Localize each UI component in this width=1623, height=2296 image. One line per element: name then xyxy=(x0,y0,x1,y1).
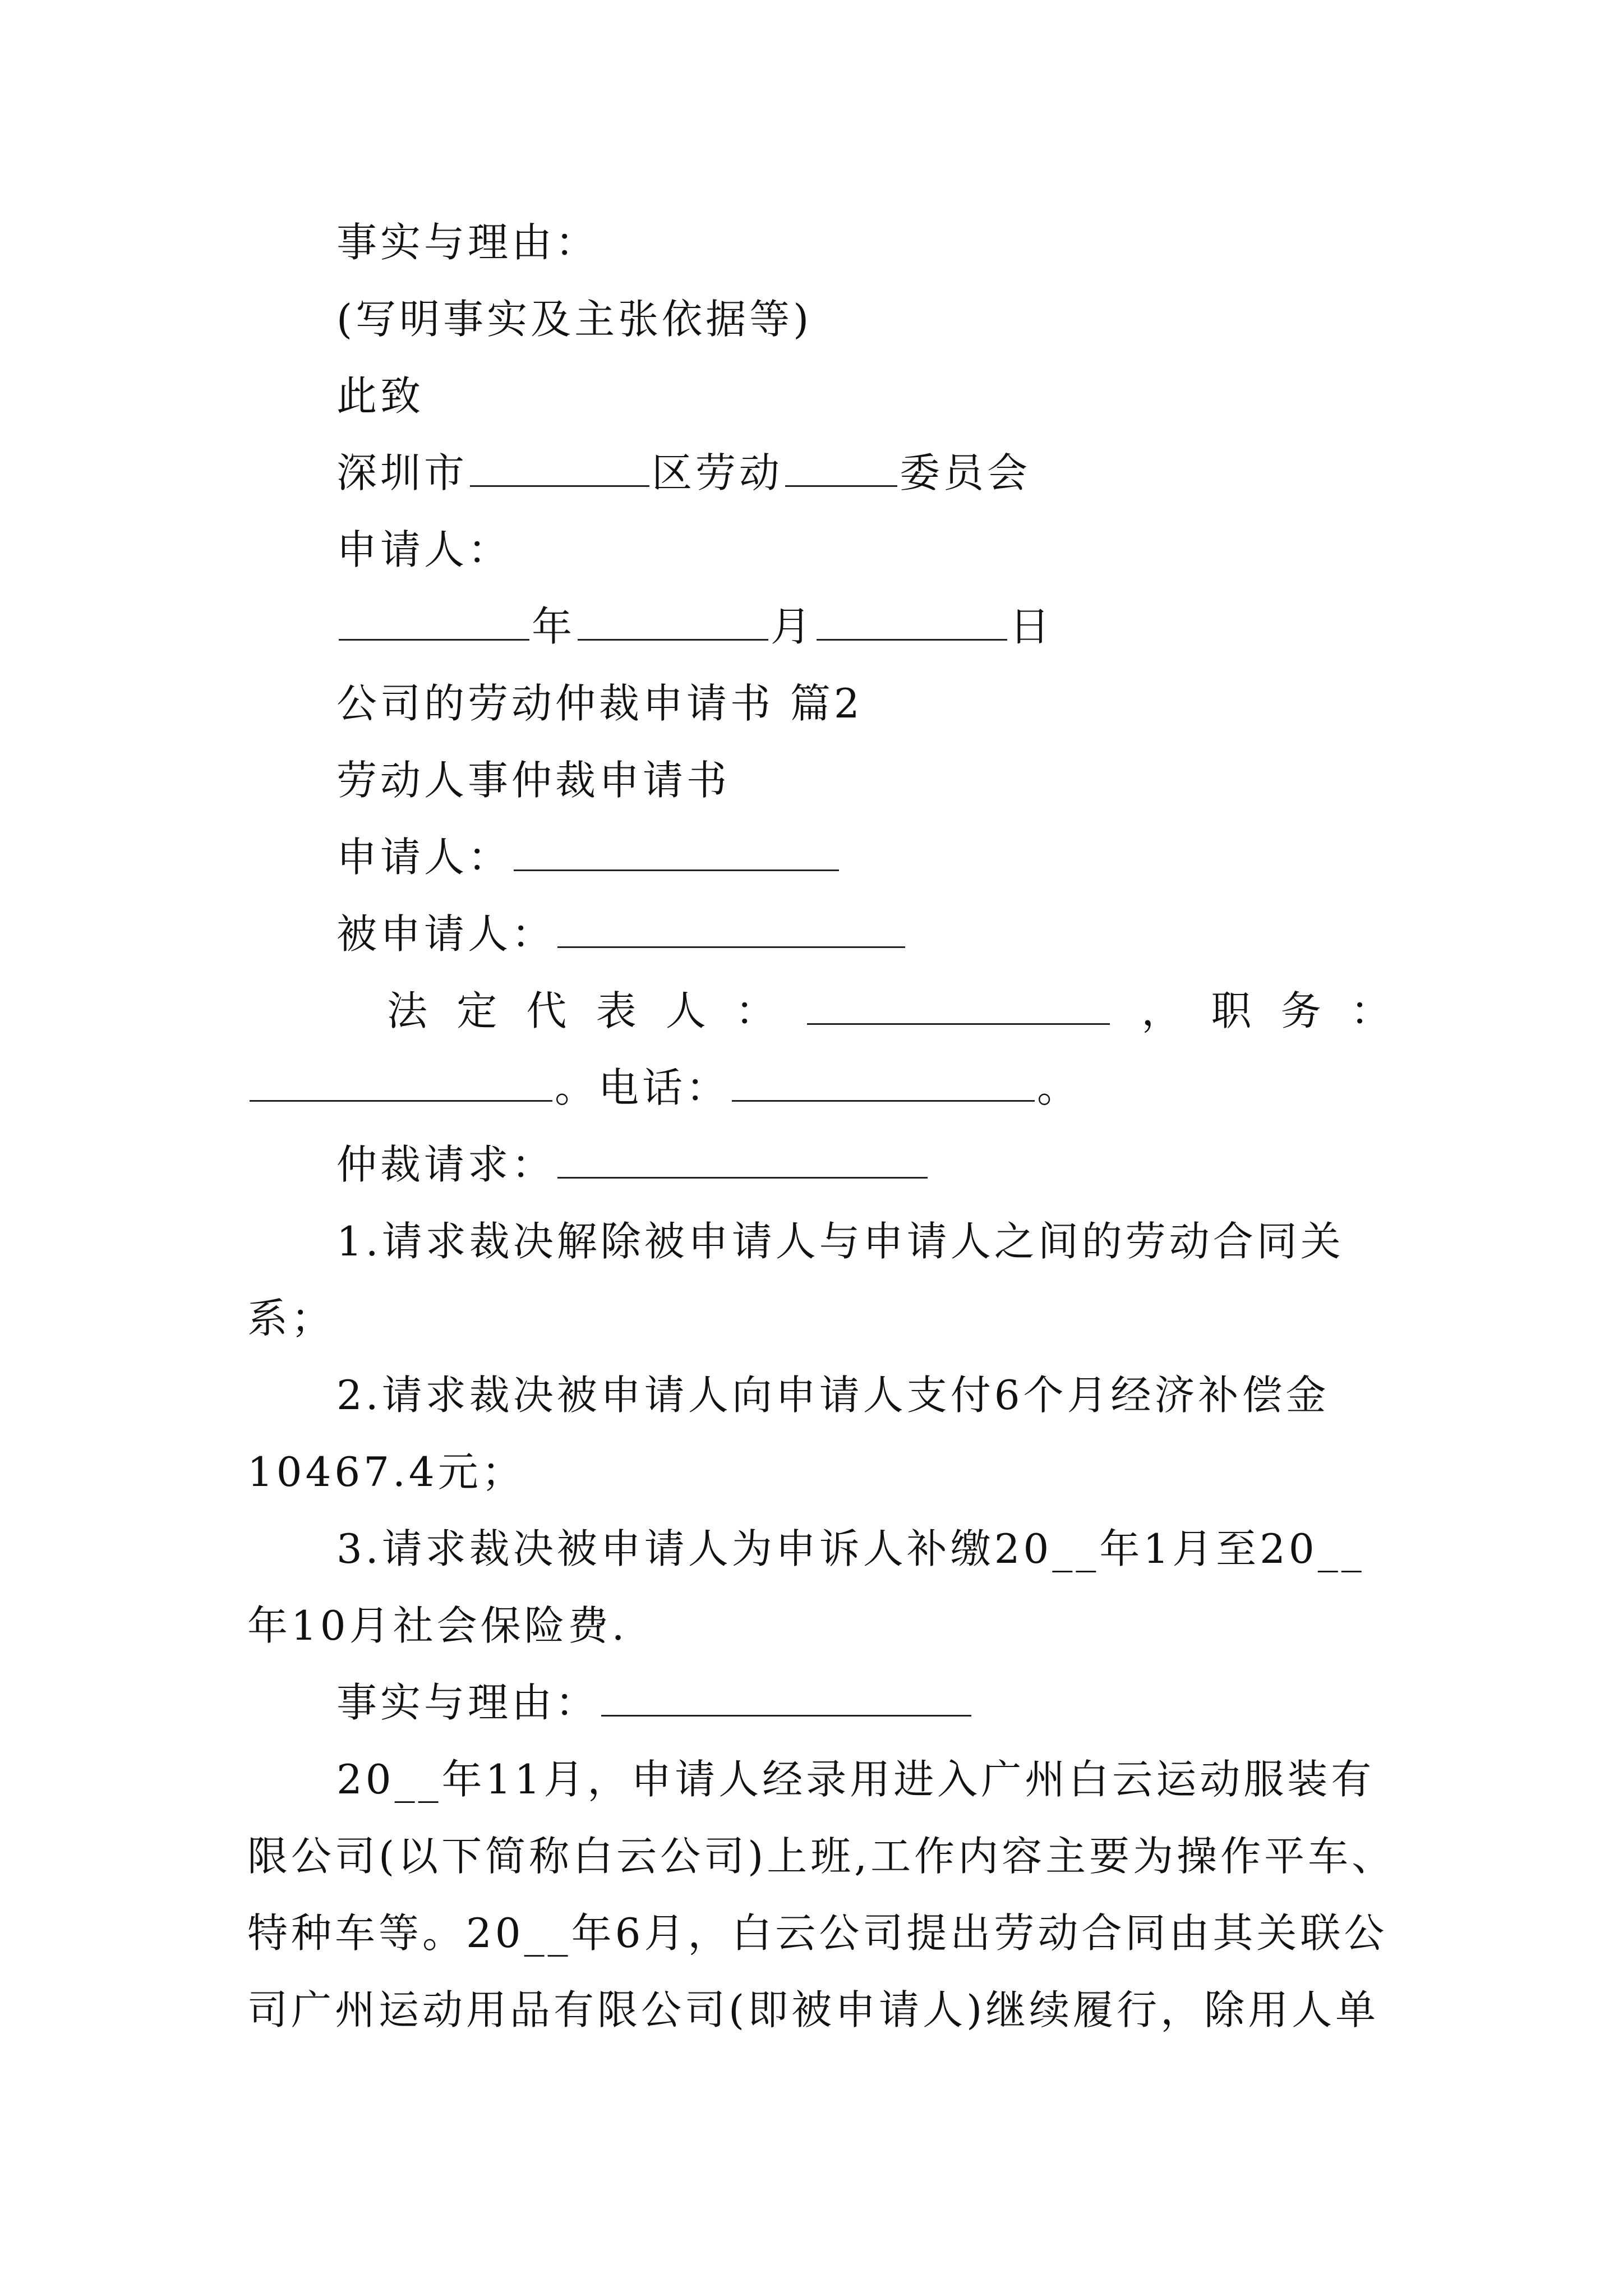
legal-rep-line: 法 定 代 表 人 ： ， 职 务 ： xyxy=(387,987,1391,1034)
facts-paragraph-line-2: 限公司(以下简称白云公司)上班,工作内容主要为操作平车、 xyxy=(247,1833,1396,1880)
salutation: 此致 xyxy=(336,372,425,420)
position-blank xyxy=(250,1066,552,1102)
phone-line: 。电话： 。 xyxy=(247,1054,1391,1121)
section-title: 公司的劳动仲裁申请书 篇2 xyxy=(336,680,863,727)
committee-blank xyxy=(785,452,897,487)
legal-rep-blank xyxy=(807,990,1110,1025)
request-item-1-cont: 系； xyxy=(247,1295,335,1342)
respondent-blank xyxy=(557,913,905,948)
applicant-blank xyxy=(514,836,839,871)
facts-paragraph-line-4: 司广州运动用品有限公司(即被申请人)继续履行，除用人单 xyxy=(247,1986,1380,2033)
year-blank xyxy=(339,605,529,641)
facts-paragraph-line-1: 20__年11月，申请人经录用进入广州白云运动服装有 xyxy=(336,1756,1375,1803)
arbitration-request-heading: 仲裁请求： xyxy=(336,1131,1391,1198)
applicant-field: 申请人： xyxy=(336,823,1391,891)
month-blank xyxy=(578,605,768,641)
form-title: 劳动人事仲裁申请书 xyxy=(336,757,731,804)
facts-paragraph-line-3: 特种车等。20__年6月，白云公司提出劳动合同由其关联公 xyxy=(247,1910,1388,1957)
facts-heading-2: 事实与理由： xyxy=(336,1669,1391,1736)
facts-note: (写明事实及主张依据等) xyxy=(336,296,813,343)
applicant-signature: 申请人： xyxy=(336,526,512,573)
request-item-3: 3.请求裁决被申请人为申诉人补缴20__年1月至20__ xyxy=(336,1525,1365,1572)
request-item-1: 1.请求裁决解除被申请人与申请人之间的劳动合同关 xyxy=(336,1218,1344,1265)
request-item-2-cont: 10467.4元； xyxy=(247,1448,525,1496)
request-blank xyxy=(557,1143,928,1179)
respondent-field: 被申请人： xyxy=(336,900,1391,968)
facts-blank xyxy=(601,1681,971,1717)
date-line: 年 月 日 xyxy=(336,593,1391,660)
request-item-2: 2.请求裁决被申请人向申请人支付6个月经济补偿金 xyxy=(336,1372,1330,1419)
district-blank xyxy=(470,452,649,487)
addressee-line: 深圳市 区劳动 委员会 xyxy=(336,449,1031,496)
phone-blank xyxy=(732,1066,1035,1102)
request-item-3-cont: 年10月社会保险费. xyxy=(247,1602,628,1649)
day-blank xyxy=(817,605,1007,641)
facts-reasons-heading: 事实与理由： xyxy=(336,219,600,266)
